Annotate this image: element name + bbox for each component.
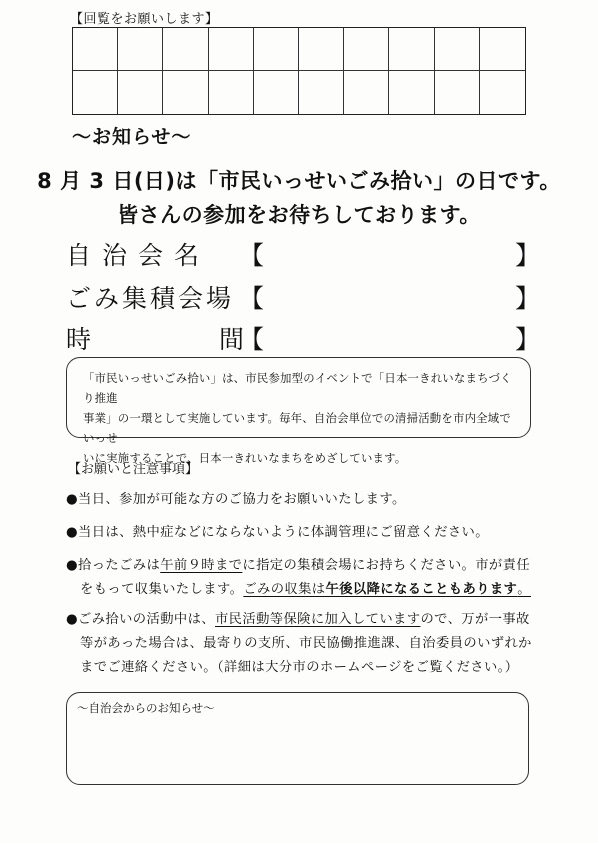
stamp-cell xyxy=(299,71,344,114)
request-text: 当日、参加が可能な方のご協力をお願いいたします。 xyxy=(78,492,406,507)
description-line: 事業」の一環として実施しています。毎年、自治会単位での清掃活動を市内全域でいっせ xyxy=(83,411,511,445)
insurance-emphasis: 市民活動等保険に加入しています xyxy=(214,612,421,627)
stamp-cell xyxy=(163,71,208,114)
association-name-field xyxy=(64,236,540,268)
stamp-cell xyxy=(435,28,480,71)
stamp-cell xyxy=(480,71,525,114)
request-text: ごみ拾いの活動中は、 xyxy=(78,612,215,627)
time-label xyxy=(66,320,244,356)
description-line: いに実施することで、日本一きれいなまちをめざしています。 xyxy=(83,451,407,465)
request-item-4 xyxy=(66,608,536,680)
collection-note: ごみの収集は午後以降になることもあります。 xyxy=(243,582,531,597)
time-label-char-2: 間 xyxy=(218,325,244,354)
association-notice-title: ～自治会からのお知らせ～ xyxy=(77,701,215,715)
bullet-icon: ● xyxy=(66,612,79,627)
request-text: 当日は、熱中症などにならないように体調管理にご留意ください。 xyxy=(78,525,489,540)
stamp-cell xyxy=(344,28,389,71)
notice-title: ～お知らせ～ xyxy=(72,126,192,148)
field-close-bracket: 】 xyxy=(514,284,540,313)
field-open-bracket: 【 xyxy=(239,284,265,313)
stamp-cell xyxy=(163,28,208,71)
deadline-emphasis: 午前９時まで xyxy=(160,558,243,573)
bullet-icon: ● xyxy=(66,525,79,540)
stamp-cell xyxy=(209,71,254,114)
stamp-cell xyxy=(299,28,344,71)
field-open-bracket: 【 xyxy=(239,241,265,270)
field-open-bracket: 【 xyxy=(239,325,265,354)
field-close-bracket: 】 xyxy=(514,241,540,270)
association-notice-box xyxy=(66,692,529,785)
time-field xyxy=(64,320,540,352)
collection-site-label: ごみ集積会場 xyxy=(66,284,235,313)
request-text: をもって収集いたします。 xyxy=(80,582,244,597)
request-item-1 xyxy=(66,488,536,512)
request-item-2 xyxy=(66,521,536,545)
stamp-cell xyxy=(435,71,480,114)
participation-headline: 皆さんの参加をお待ちしております。 xyxy=(117,203,481,227)
stamp-cell xyxy=(118,71,163,114)
stamp-cell xyxy=(254,71,299,114)
circulation-stamp-grid xyxy=(72,27,526,115)
afternoon-emphasis: 午後以降になることもあります xyxy=(325,582,518,597)
circulation-label: 【回覧をお願いします】 xyxy=(70,12,219,27)
stamp-cell xyxy=(254,28,299,71)
bullet-icon: ● xyxy=(66,492,79,507)
stamp-cell xyxy=(480,28,525,71)
request-text: までご連絡ください。（詳細は大分市のホームページをご覧ください。） xyxy=(80,660,519,675)
field-close-bracket: 】 xyxy=(514,325,540,354)
stamp-cell xyxy=(73,28,118,71)
time-label-char-1: 時 xyxy=(66,325,92,354)
stamp-cell xyxy=(73,71,118,114)
association-name-label: 自治会名 xyxy=(66,241,211,270)
description-line: 「市民いっせいごみ拾い」は、市民参加型のイベントで「日本一きれいなまちづくり推進 xyxy=(83,371,512,405)
stamp-cell xyxy=(389,28,434,71)
request-text: 等があった場合は、最寄りの支所、市民協働推進課、自治委員のいずれか xyxy=(80,636,532,651)
requests-section-title: 【お願いと注意事項】 xyxy=(68,462,199,477)
request-text: 拾ったごみは xyxy=(78,558,161,573)
event-headline: 8 月 3 日(日)は「市民いっせいごみ拾い」の日です。 xyxy=(37,169,561,193)
event-description-box xyxy=(66,357,531,465)
request-text: に指定の集積会場にお持ちください。市が責任 xyxy=(242,558,531,573)
request-item-3 xyxy=(66,554,536,602)
stamp-cell xyxy=(118,28,163,71)
stamp-cell xyxy=(344,71,389,114)
bullet-icon: ● xyxy=(66,558,79,573)
stamp-cell xyxy=(389,71,434,114)
request-text: ので、万が一事故 xyxy=(420,612,530,627)
stamp-cell xyxy=(209,28,254,71)
collection-site-field xyxy=(64,279,540,311)
